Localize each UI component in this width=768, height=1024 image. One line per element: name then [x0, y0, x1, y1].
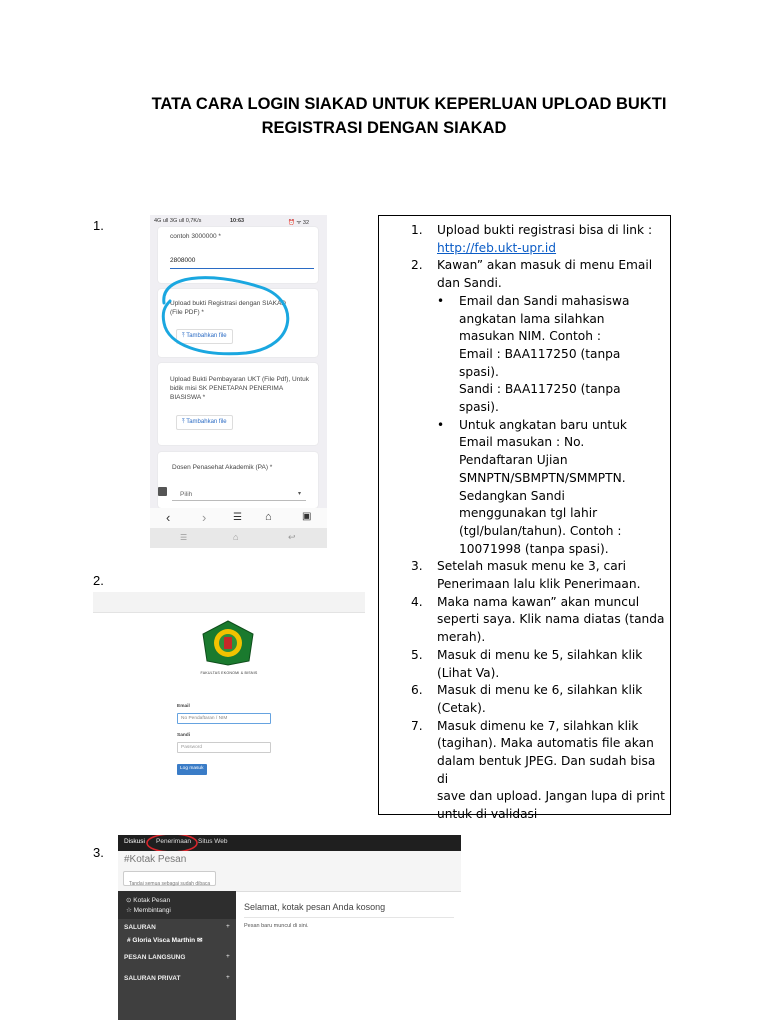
step-7-number: 7.: [411, 718, 423, 733]
step-3-line-1: Setelah masuk menu ke 3, cari: [437, 559, 627, 574]
title-line-1: TATA CARA LOGIN SIAKAD UNTUK KEPERLUAN UPLOAD BUKTI: [151, 95, 667, 113]
email-input[interactable]: [177, 713, 271, 724]
step-6-number: 6.: [411, 683, 423, 698]
nav-penerimaan[interactable]: Penerimaan: [156, 838, 192, 845]
email-placeholder: No Pendaftaran / NIM: [181, 716, 228, 721]
step-6-line-1: Masuk di menu ke 6, silahkan klik: [437, 683, 643, 698]
figure-number-1: 1.: [93, 218, 104, 233]
step-7-line-3: dalam bentuk JPEG. Dan sudah bisa di: [437, 754, 656, 786]
step-5-number: 5.: [411, 647, 423, 662]
upload-registration-label: Upload bukti Registrasi dengan SIAKAD (File PDF) *: [170, 300, 286, 316]
bullet-new-students: [437, 417, 659, 559]
inbox-heading: #Kotak Pesan: [124, 854, 187, 865]
step-1-text: Upload bukti registrasi bisa di link :: [437, 223, 653, 237]
sidebar-item-starred[interactable]: ☆ Membintangi: [126, 907, 171, 914]
forward-icon[interactable]: ›: [202, 510, 207, 525]
bullet-old-students: [437, 293, 659, 417]
inbox-header: [118, 851, 461, 892]
upload-ukt-label: Upload Bukti Pembayaran UKT (File Pdf), Untuk bidik misi SK PENETAPAN PENERIMA BIASISWA *: [170, 376, 309, 401]
step-4-line-1: Maka nama kawan” akan muncul: [437, 594, 640, 609]
home-button-icon[interactable]: ⌂: [233, 532, 239, 542]
example-label: contoh 3000000 *: [170, 233, 221, 240]
title-line-2: REGISTRASI DENGAN SIAKAD: [261, 119, 507, 137]
step-3-number: 3.: [411, 559, 423, 574]
advisor-label: Dosen Penasehat Akademik (PA) *: [172, 464, 273, 471]
step-7-line-5: untuk di validasi: [437, 807, 538, 822]
step-4-line-3: merah).: [437, 630, 486, 645]
phone-form-screenshot: [150, 215, 327, 548]
siakad-inbox-screenshot: [118, 835, 461, 1020]
step-6-line-2: (Cetak).: [437, 700, 486, 715]
hand-drawn-circle-annotation: [150, 215, 327, 548]
nav-diskusi[interactable]: Diskusi: [124, 838, 145, 845]
advisor-select[interactable]: Pilih: [180, 491, 193, 498]
login-button-label: Log masuk: [180, 766, 204, 771]
figure-number-2: 2.: [93, 573, 104, 588]
bullet-1-line-3: masukan NIM. Contoh :: [459, 329, 601, 344]
bullet-2-line-7: (tgl/bulan/tahun). Contoh :: [459, 523, 622, 538]
bullet-2-line-8: 10071998 (tanpa spasi).: [459, 541, 609, 556]
mark-all-read-button[interactable]: [123, 871, 216, 886]
step-5-line-1: Masuk di menu ke 5, silahkan klik: [437, 647, 643, 662]
bullet-2-line-2: Email masukan : No.: [459, 435, 585, 450]
chevron-down-icon: ▾: [298, 491, 302, 497]
add-file-label-1: Tambahkan file: [186, 333, 227, 339]
bullet-1-line-6: Sandi : BAA117250 (tanpa: [459, 382, 621, 397]
bullet-1-line-4: Email : BAA117250 (tanpa: [459, 346, 621, 361]
instructions-box: [378, 215, 671, 822]
step-7-line-4: save dan upload. Jangan lupa di print: [437, 789, 665, 804]
step-2-number: 2.: [411, 258, 423, 273]
step-7-line-1: Masuk dimenu ke 7, silahkan klik: [437, 718, 639, 733]
bullet-1-line-5: spasi).: [459, 364, 499, 379]
sidebar-item-user[interactable]: # Gloria Visca Marthin ✉: [127, 937, 203, 944]
home-icon[interactable]: ⌂: [265, 511, 272, 523]
bullet-2-line-6: menggunakan tgl lahir: [459, 506, 598, 521]
faculty-caption: FAKULTAS EKONOMI & BISNIS: [200, 671, 258, 675]
back-icon[interactable]: ‹: [166, 510, 171, 525]
status-icons: ⏰ ᯤ 32: [288, 220, 310, 226]
step-4-number: 4.: [411, 594, 423, 609]
sidebar-private-channels: SALURAN PRIVAT: [124, 975, 181, 982]
divider: [244, 917, 454, 918]
password-label: Sandi: [177, 733, 191, 738]
sidebar-direct-messages: PESAN LANGSUNG: [124, 954, 186, 961]
bullet-1-line-2: angkatan lama silahkan: [459, 311, 605, 326]
password-input[interactable]: [177, 742, 271, 753]
add-private-icon[interactable]: +: [226, 974, 230, 981]
step-4-line-2: seperti saya. Klik nama diatas (tanda: [437, 612, 665, 627]
add-channel-icon[interactable]: +: [226, 923, 230, 930]
bullet-dot: •: [437, 293, 445, 308]
login-button[interactable]: [177, 764, 207, 775]
menu-icon[interactable]: ☰: [233, 512, 242, 523]
upload-icon: ⤒: [182, 333, 187, 339]
sidebar-channels: SALURAN: [124, 924, 156, 931]
bullet-2-line-3: Pendaftaran Ujian: [459, 453, 568, 468]
add-file-label-2: Tambahkan file: [186, 419, 227, 425]
bullet-2-line-5: Sedangkan Sandi: [459, 488, 565, 503]
bullet-2-line-4: SMNPTN/SBMPTN/SMMPTN.: [459, 470, 626, 485]
bullet-dot: •: [437, 417, 445, 432]
step-1-number: 1.: [411, 223, 423, 237]
sidebar: [118, 891, 236, 1020]
step-5-line-2: (Lihat Va).: [437, 665, 500, 680]
tabs-icon[interactable]: ▣: [302, 511, 312, 522]
step-7-line-2: (tagihan). Maka automatis file akan: [437, 736, 654, 751]
bullet-2-line-1: Untuk angkatan baru untuk: [459, 417, 627, 432]
empty-inbox-subtitle: Pesan baru muncul di sini.: [244, 923, 309, 929]
browser-top-bar: [93, 592, 365, 613]
bullet-1-line-1: Email dan Sandi mahasiswa: [459, 293, 630, 308]
document-title: [0, 92, 768, 140]
upload-icon: ⤒: [182, 419, 187, 425]
return-icon[interactable]: ↩: [288, 532, 296, 542]
bullet-1-line-7: spasi).: [459, 400, 499, 415]
add-direct-icon[interactable]: +: [226, 953, 230, 960]
password-placeholder: Password: [181, 745, 203, 750]
step-3-line-2: Penerimaan lalu klik Penerimaan.: [437, 577, 641, 591]
step-1-link[interactable]: http://feb.ukt-upr.id: [437, 240, 557, 255]
figure-number-3: 3.: [93, 845, 104, 860]
empty-inbox-title: Selamat, kotak pesan Anda kosong: [244, 902, 386, 912]
status-signal: 4G ull 3G ull 0,7K/s: [154, 218, 202, 224]
nav-situs-web[interactable]: Situs Web: [198, 838, 228, 845]
email-label: Email: [177, 704, 190, 709]
step-2-text: Kawan” akan masuk di menu Email dan Sandi.: [437, 258, 653, 291]
sidebar-item-inbox[interactable]: ⊙ Kotak Pesan: [126, 897, 171, 904]
recent-apps-icon[interactable]: ☰: [180, 533, 188, 542]
login-screenshot: [93, 592, 365, 792]
status-time: 10:63: [230, 218, 245, 224]
faculty-logo: [202, 620, 254, 666]
mark-all-read-label: Tandai semua sebagai sudah dibaca: [129, 881, 211, 887]
amount-input[interactable]: 2808000: [170, 257, 196, 264]
